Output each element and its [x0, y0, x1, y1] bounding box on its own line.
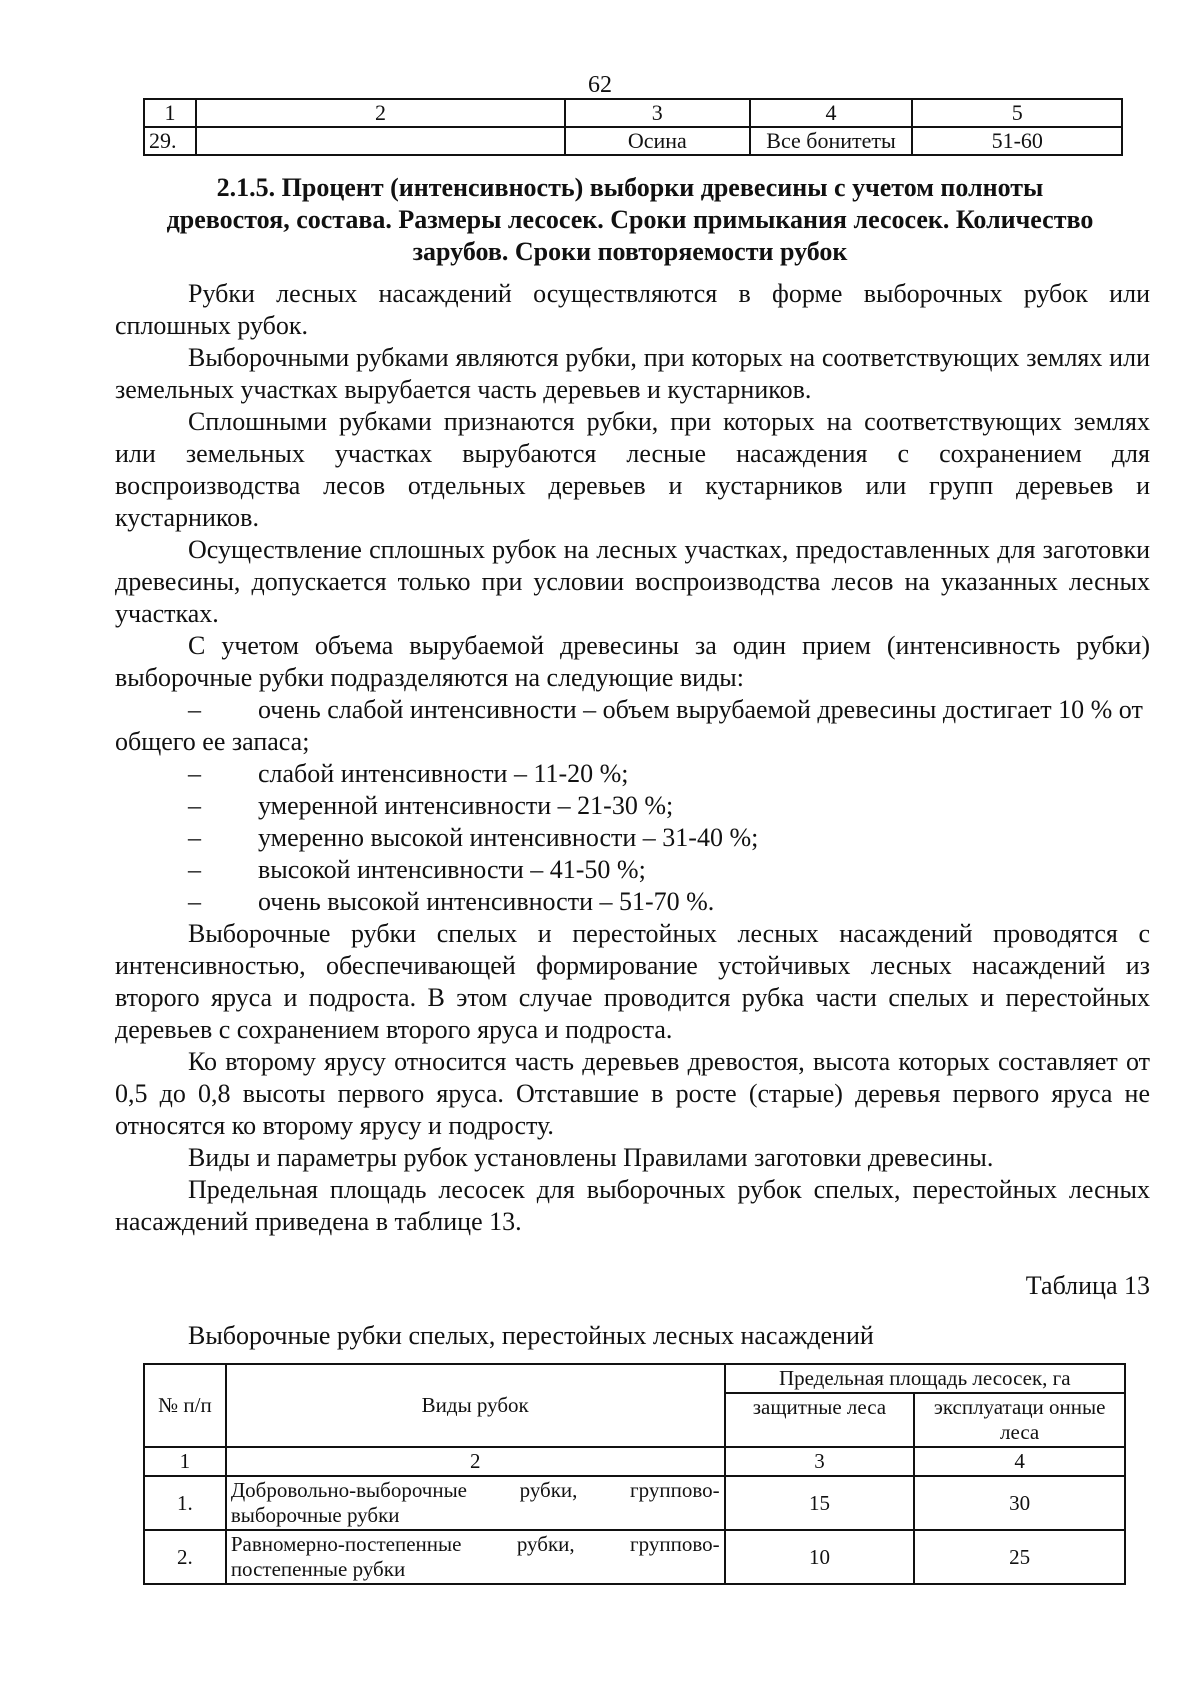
- list-item: – умеренной интенсивности – 21-30 %;: [188, 791, 674, 820]
- table-cell: [196, 127, 565, 155]
- paragraph: Выборочные рубки спелых и перестойных лесных насаждений проводятся с интенсивностью, обеспечивающей формирование устойчивых лесных насаждений из второго яруса и подроста. В этом случае проводится рубка части спелых и перестойных деревьев с сохранением второго яруса и подроста.: [115, 919, 1150, 1044]
- paragraph: Выборочными рубками являются рубки, при которых на соответствующих землях или земельных участках вырубается часть деревьев и кустарников.: [115, 343, 1150, 404]
- continuation-table: [143, 98, 1123, 156]
- table-cell: 1: [144, 1447, 226, 1476]
- table-row: [144, 127, 1122, 155]
- dash: –: [188, 855, 201, 884]
- paragraph: Ко второму ярусу относится часть деревьев древостоя, высота которых составляет от 0,5 до 0,8 высоты первого яруса. Отставшие в росте (старые) деревья первого яруса не относятся ко второму ярусу и подросту.: [115, 1047, 1150, 1140]
- table-cell: 4: [750, 99, 913, 127]
- header-cell: № п/п: [144, 1364, 226, 1447]
- body-text: [115, 278, 1150, 1238]
- dash: –: [188, 887, 201, 916]
- section-heading: [110, 172, 1150, 268]
- header-cell: Предельная площадь лесосек, га: [725, 1364, 1125, 1393]
- paragraph: Рубки лесных насаждений осуществляются в форме выборочных рубок или сплошных рубок.: [115, 279, 1150, 340]
- table-cell: 15: [725, 1476, 915, 1530]
- table-cell: 2.: [144, 1530, 226, 1584]
- list-item: – очень слабой интенсивности – объем вырубаемой древесины достигает 10 % от общего ее запаса;: [115, 695, 1143, 756]
- table-index-row: [144, 1447, 1125, 1476]
- table-row: [144, 1476, 1125, 1530]
- table-row: [144, 1530, 1125, 1584]
- page-number: 62: [588, 72, 612, 98]
- table-cell: 1: [144, 99, 196, 127]
- table-title: Выборочные рубки спелых, перестойных лесных насаждений: [188, 1321, 874, 1350]
- table-header-row: [144, 1364, 1125, 1393]
- intensity-list: [115, 694, 1150, 918]
- header-cell: защитные леса: [725, 1393, 915, 1447]
- table-cell: 29.: [144, 127, 196, 155]
- table-cell: 2: [196, 99, 565, 127]
- paragraph: С учетом объема вырубаемой древесины за один прием (интенсивность рубки) выборочные рубки подразделяются на следующие виды:: [115, 631, 1150, 692]
- paragraph: Сплошными рубками признаются рубки, при которых на соответствующих землях или земельных участках вырубаются лесные насаждения с сохранением для воспроизводства лесов отдельных деревьев и кустарников или групп деревьев и кустарников.: [115, 407, 1150, 532]
- table-cell: 4: [914, 1447, 1125, 1476]
- table-cell: 30: [914, 1476, 1125, 1530]
- heading-line: зарубов. Сроки повторяемости рубок: [412, 237, 848, 266]
- heading-line: 2.1.5. Процент (интенсивность) выборки древесины с учетом полноты: [216, 173, 1044, 202]
- table-cell: 10: [725, 1530, 915, 1584]
- table-cell: 51-60: [912, 127, 1122, 155]
- table-cell: 25: [914, 1530, 1125, 1584]
- table-cell: Добровольно-выборочные рубки, группово-выборочные рубки: [226, 1476, 725, 1530]
- table-cell: 3: [565, 99, 750, 127]
- header-cell: эксплуатаци онные леса: [914, 1393, 1125, 1447]
- table-cell: 3: [725, 1447, 915, 1476]
- dash: –: [188, 791, 201, 820]
- table-cell: 5: [912, 99, 1122, 127]
- table-cell: Осина: [565, 127, 750, 155]
- table-cell: Все бонитеты: [750, 127, 913, 155]
- paragraph: Осуществление сплошных рубок на лесных участках, предоставленных для заготовки древесины, допускается только при условии воспроизводства лесов на указанных лесных участках.: [115, 535, 1150, 628]
- table-header-row: [144, 99, 1122, 127]
- paragraph: Виды и параметры рубок установлены Правилами заготовки древесины.: [188, 1143, 994, 1172]
- list-item: – слабой интенсивности – 11-20 %;: [188, 759, 629, 788]
- list-item: – очень высокой интенсивности – 51-70 %.: [188, 887, 715, 916]
- cutting-area-table: [143, 1363, 1126, 1585]
- table-cell: 1.: [144, 1476, 226, 1530]
- heading-line: древостоя, состава. Размеры лесосек. Сроки примыкания лесосек. Количество: [166, 205, 1094, 234]
- dash: –: [188, 759, 201, 788]
- dash: –: [188, 695, 201, 724]
- table-cell: Равномерно-постепенные рубки, группово-постепенные рубки: [226, 1530, 725, 1584]
- header-cell: Виды рубок: [226, 1364, 725, 1447]
- paragraph: Предельная площадь лесосек для выборочных рубок спелых, перестойных лесных насаждений приведена в таблице 13.: [115, 1175, 1150, 1236]
- dash: –: [188, 823, 201, 852]
- table-cell: 2: [226, 1447, 725, 1476]
- table-label: Таблица 13: [1025, 1271, 1150, 1300]
- list-item: – умеренно высокой интенсивности – 31-40 %;: [188, 823, 759, 852]
- list-item: – высокой интенсивности – 41-50 %;: [188, 855, 646, 884]
